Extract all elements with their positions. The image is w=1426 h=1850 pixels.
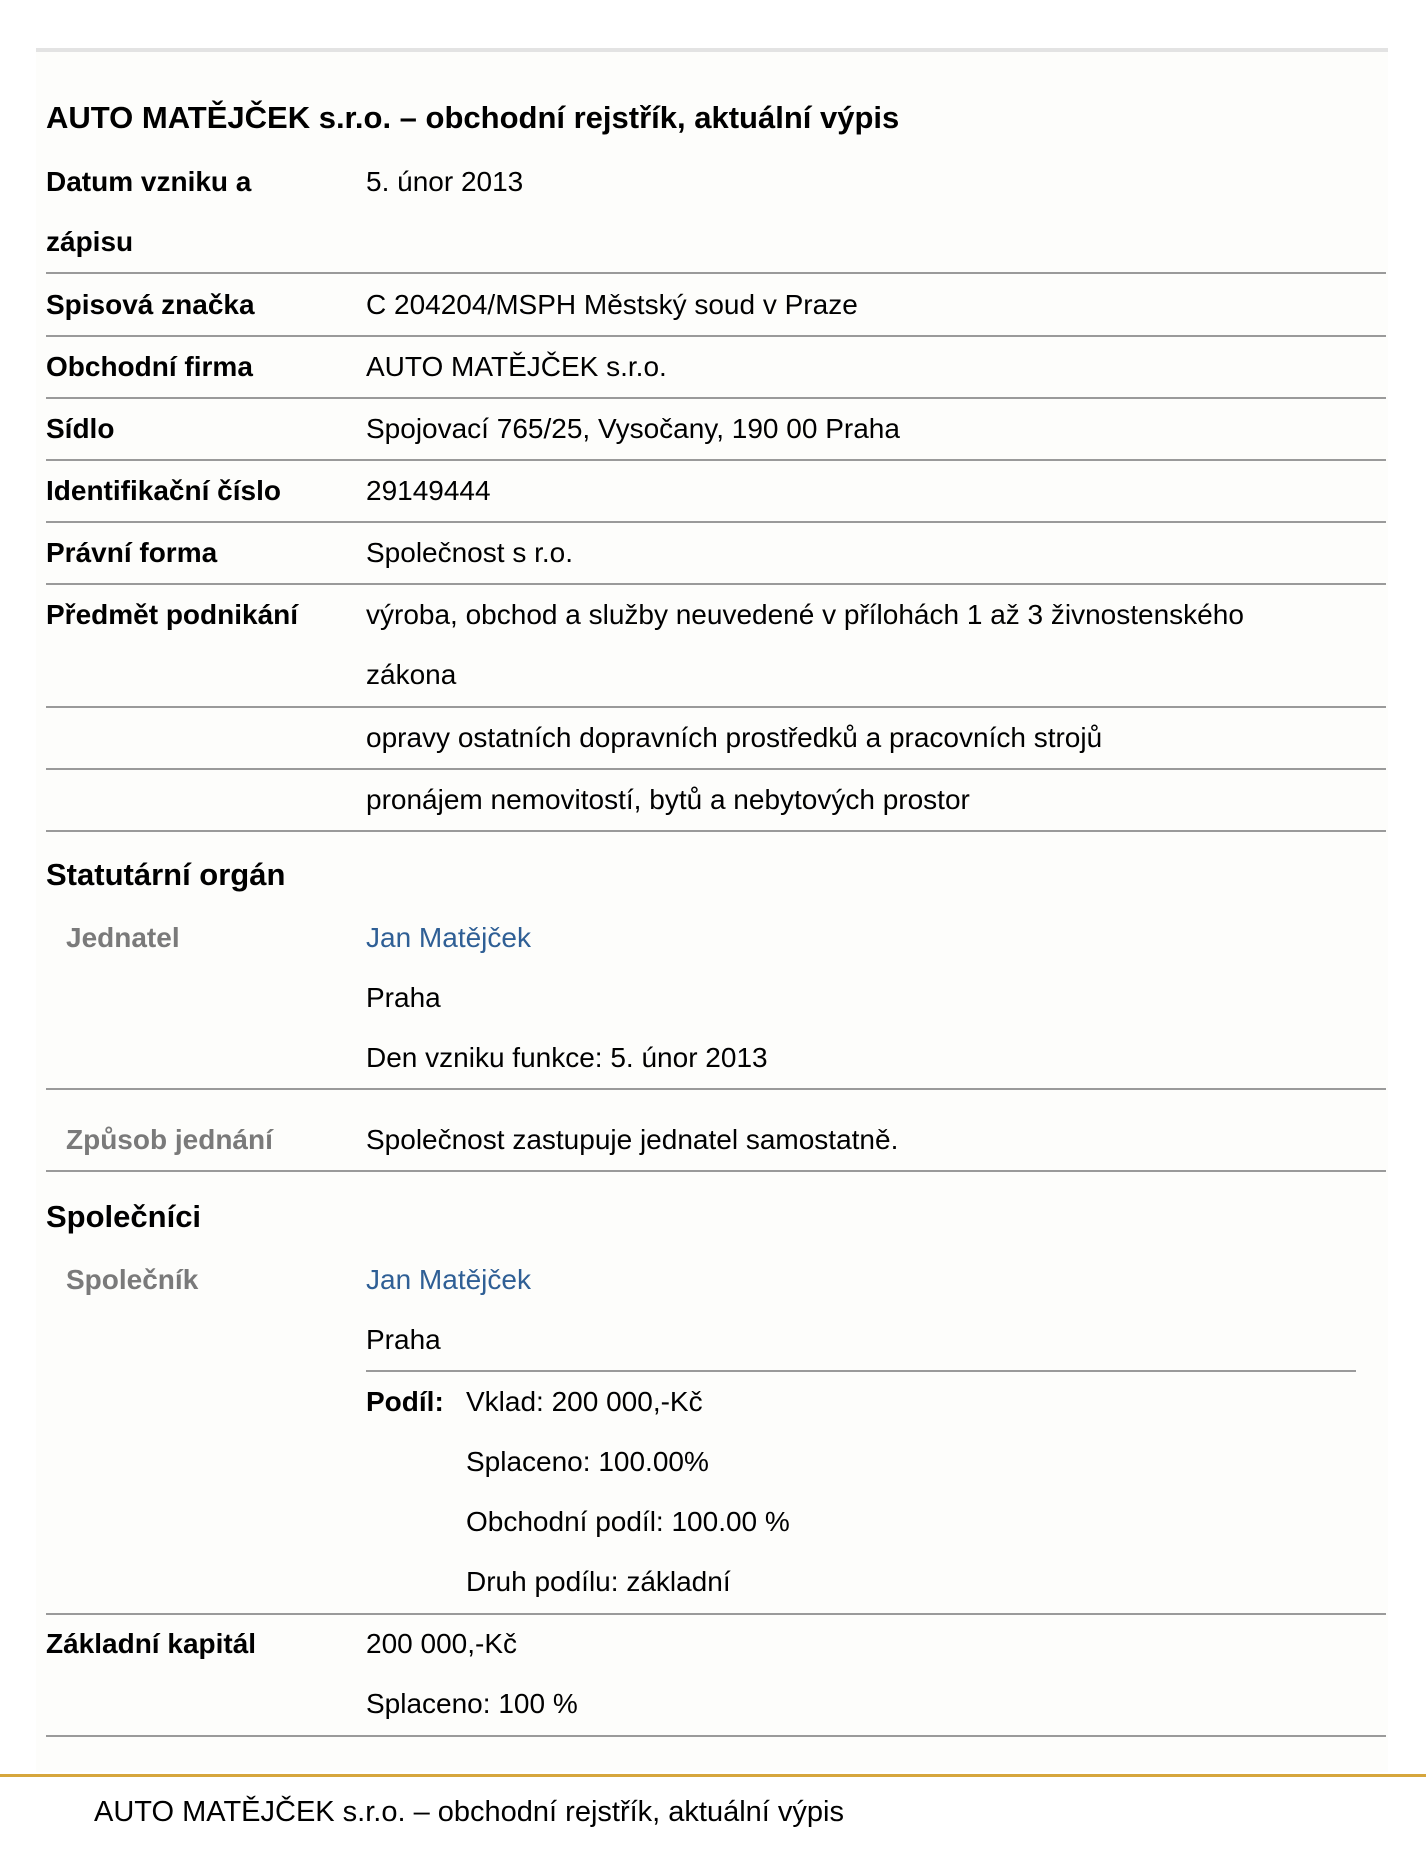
jednatel-city: Praha — [366, 982, 441, 1013]
spis-value: C 204204/MSPH Městský soud v Praze — [366, 289, 858, 320]
row-divider — [46, 1735, 1386, 1737]
ic-value: 29149444 — [366, 475, 491, 506]
podil-druh: Druh podílu: základní — [466, 1566, 731, 1597]
jednatel-label: Jednatel — [66, 922, 180, 953]
row-divider — [46, 272, 1386, 274]
forma-label: Právní forma — [46, 537, 218, 568]
predmet-value-1-cont: zákona — [366, 659, 457, 690]
predmet-label: Předmět podnikání — [46, 599, 299, 630]
spolecnici-heading: Společníci — [46, 1199, 202, 1234]
firma-label: Obchodní firma — [46, 351, 253, 382]
datum-label-line1: Datum vzniku a — [46, 166, 252, 197]
kapital-value: 200 000,-Kč — [366, 1628, 517, 1659]
podil-label: Podíl: — [366, 1386, 444, 1417]
firma-value: AUTO MATĚJČEK s.r.o. — [366, 351, 667, 382]
zpusob-label: Způsob jednání — [66, 1124, 273, 1155]
jednatel-since: Den vzniku funkce: 5. únor 2013 — [366, 1042, 768, 1073]
kapital-label: Základní kapitál — [46, 1628, 257, 1659]
predmet-value-1: výroba, obchod a služby neuvedené v přílohách 1 až 3 živnostenského — [366, 599, 1244, 630]
podil-vklad: Vklad: 200 000,-Kč — [466, 1386, 703, 1417]
ic-label: Identifikační číslo — [46, 475, 281, 506]
datum-label-line2: zápisu — [46, 226, 134, 257]
predmet-value-2: opravy ostatních dopravních prostředků a pracovních strojů — [366, 722, 1103, 753]
spolecnik-city: Praha — [366, 1324, 441, 1355]
podil-splaceno: Splaceno: 100.00% — [466, 1446, 709, 1477]
spolecnik-label: Společník — [66, 1264, 199, 1295]
spis-label: Spisová značka — [46, 289, 255, 320]
spolecnik-name-link[interactable]: Jan Matějček — [366, 1264, 531, 1295]
datum-value: 5. únor 2013 — [366, 166, 524, 197]
zpusob-value: Společnost zastupuje jednatel samostatně. — [366, 1124, 899, 1155]
podil-obchodni: Obchodní podíl: 100.00 % — [466, 1506, 790, 1537]
predmet-value-3: pronájem nemovitostí, bytů a nebytových prostor — [366, 784, 970, 815]
footer-divider — [0, 1774, 1426, 1777]
row-divider — [46, 1088, 1386, 1090]
forma-value: Společnost s r.o. — [366, 537, 574, 568]
jednatel-name-link[interactable]: Jan Matějček — [366, 922, 531, 953]
row-divider — [46, 1170, 1386, 1172]
kapital-splaceno: Splaceno: 100 % — [366, 1688, 578, 1719]
row-divider — [46, 830, 1386, 832]
footer-title: AUTO MATĚJČEK s.r.o. – obchodní rejstřík, aktuální výpis — [94, 1796, 844, 1828]
statutarni-heading: Statutární orgán — [46, 857, 286, 892]
sidlo-label: Sídlo — [46, 413, 115, 444]
page-title: AUTO MATĚJČEK s.r.o. – obchodní rejstřík, aktuální výpis — [46, 100, 900, 135]
sidlo-value: Spojovací 765/25, Vysočany, 190 00 Praha — [366, 413, 900, 444]
row-divider — [46, 521, 1386, 523]
